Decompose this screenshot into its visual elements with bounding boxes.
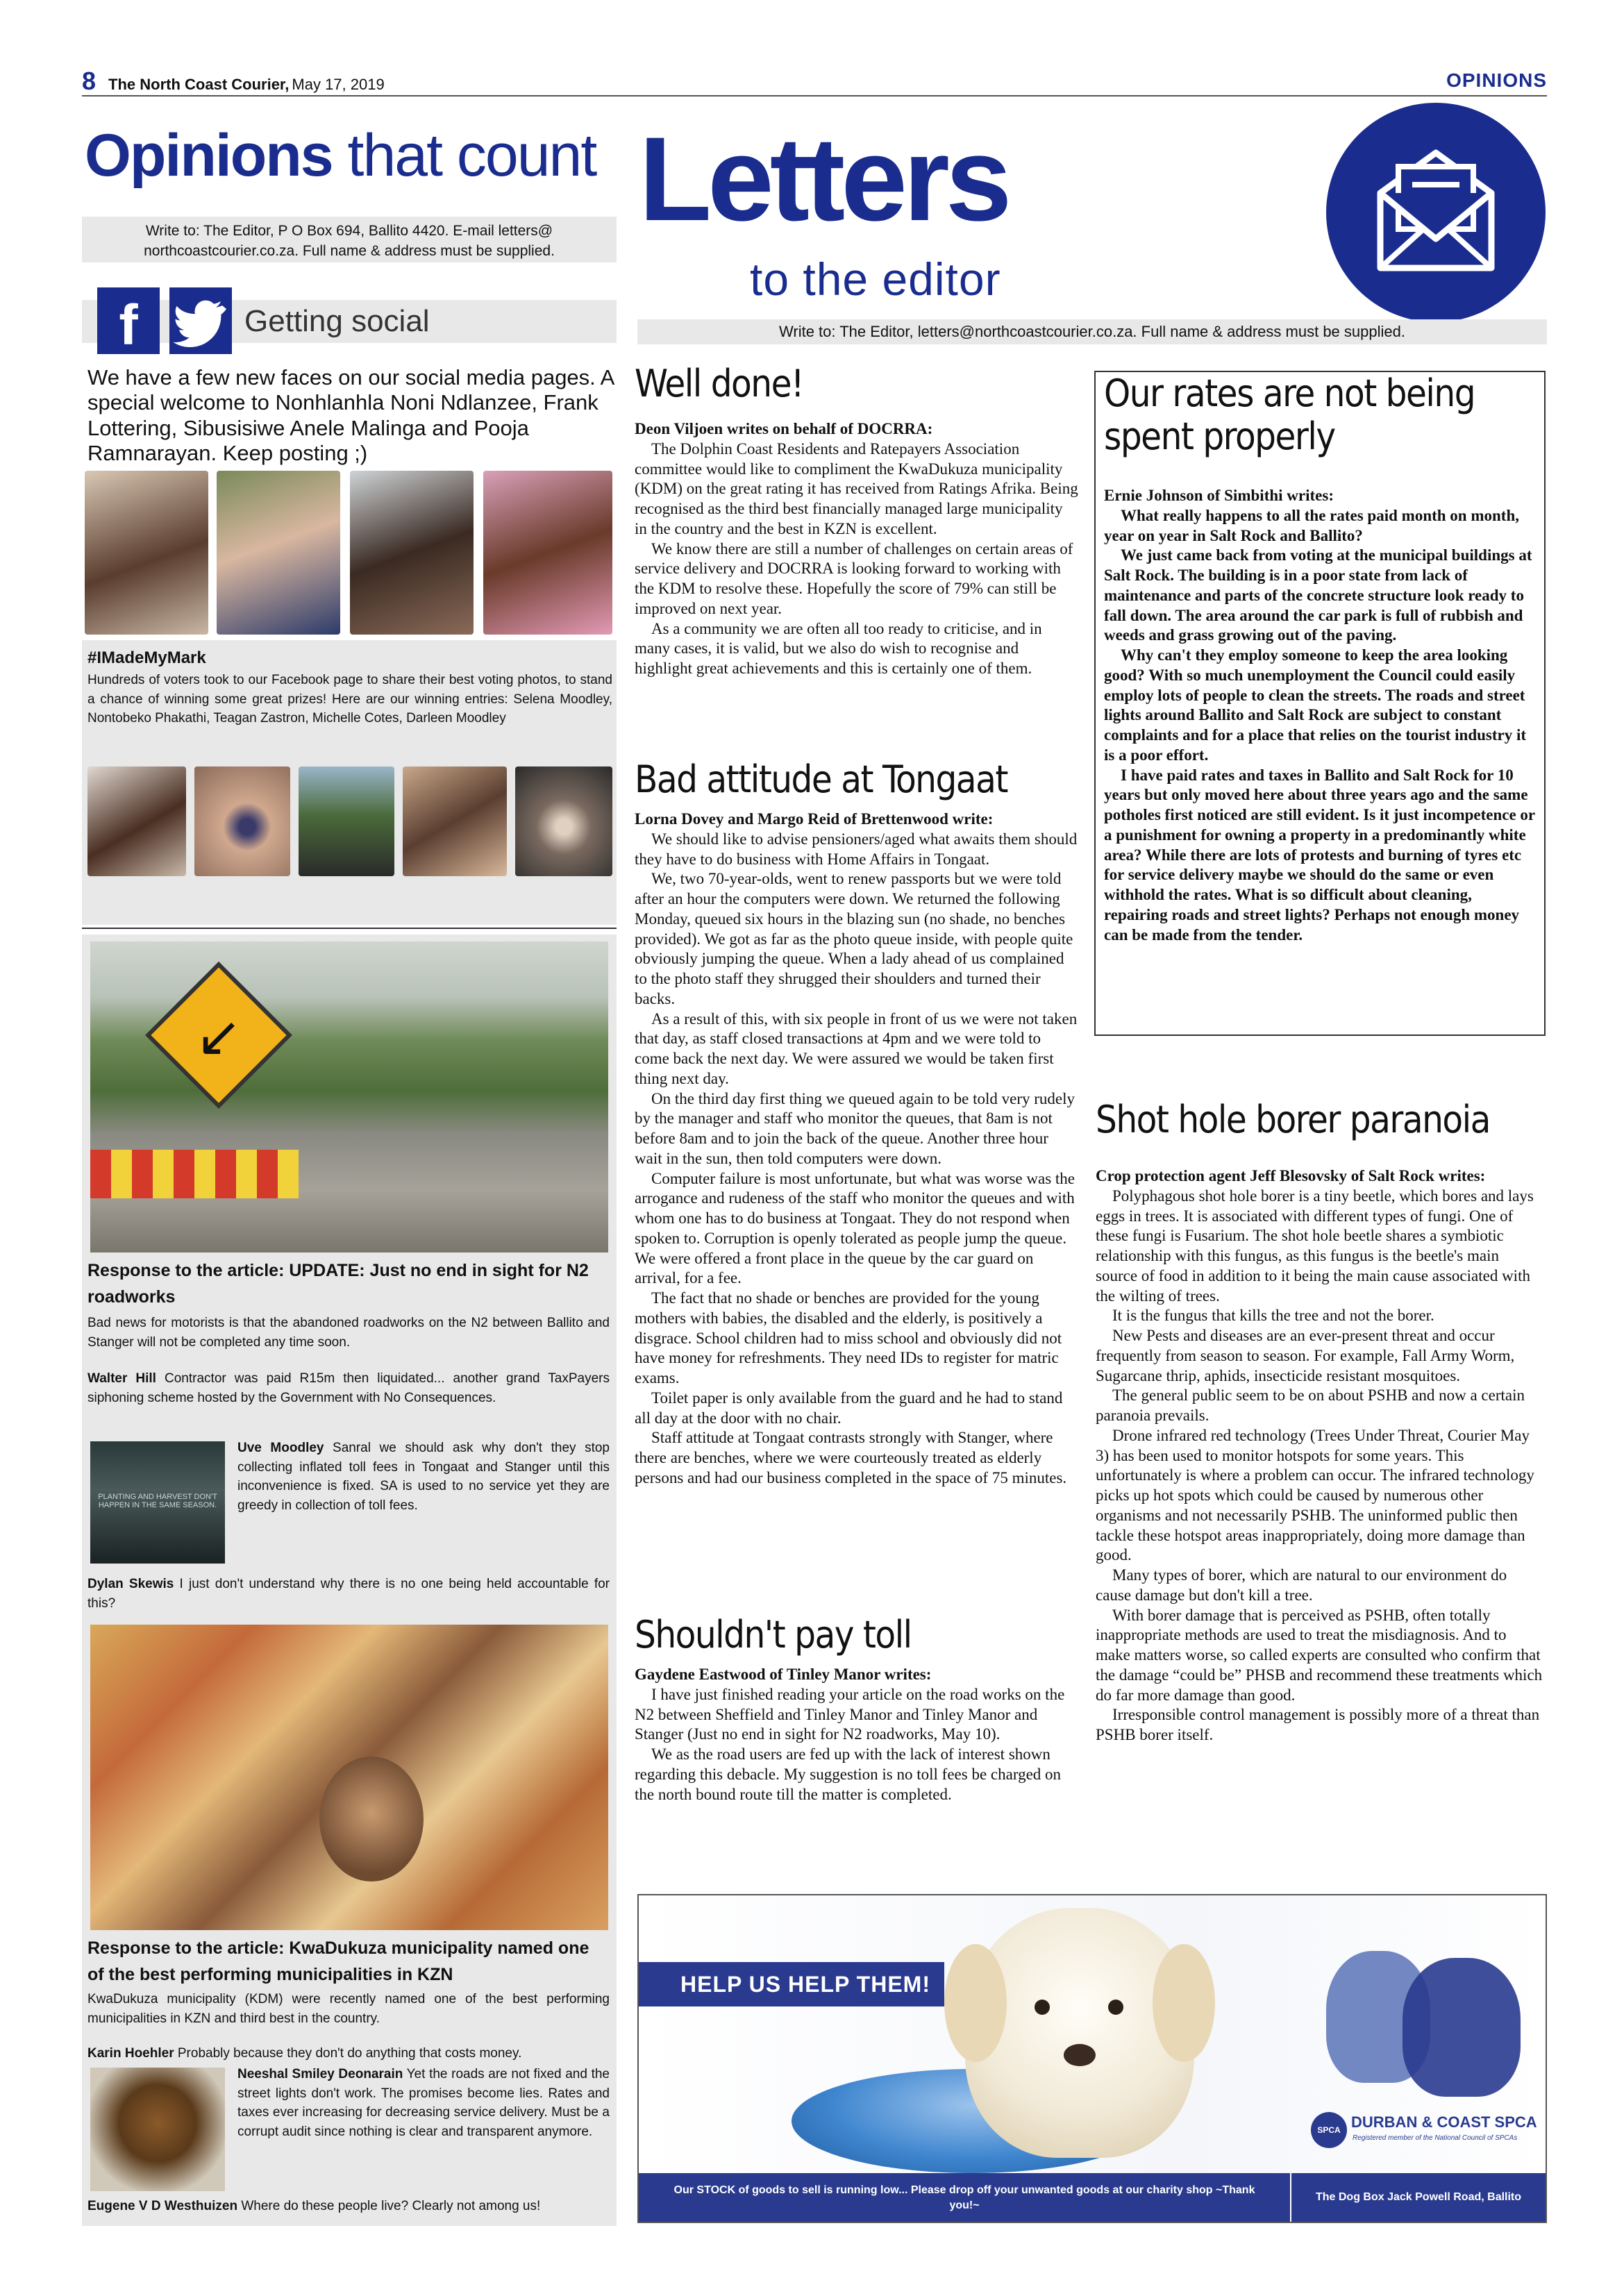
comment-text: Probably because they don't do anything that costs money.: [174, 2046, 522, 2061]
puppy-nose: [1064, 2044, 1096, 2066]
letter-shot-hole-borer: [1096, 1166, 1543, 1854]
header-rule: [82, 95, 1547, 97]
letter2-byline: Lorna Dovey and Margo Reid of Brettenwood write:: [635, 810, 994, 828]
letter-rates: [1104, 486, 1538, 1034]
banknote-portrait: [319, 1757, 424, 1882]
voting-photo: [403, 766, 507, 876]
letter2-paragraph: Staff attitude at Tongaat contrasts strongly with Stanger, where there are benches, where we were courteously treated as elderly persons and had our business completed in the space of 75 minutes.: [635, 1429, 1067, 1486]
letter1-paragraph: As a community we are often all too ready to criticise, and in many cases, it is valid, but we also do wish to recognise and highlight great achievements and this is certainly one of them.: [635, 619, 1042, 677]
letter5-paragraph: It is the fungus that kills the tree and not the borer.: [1112, 1307, 1434, 1325]
letters-subtitle: to the editor: [750, 253, 1001, 305]
comment-uve-moodley: [237, 1439, 610, 1564]
opinions-write-to: Write to: The Editor, P O Box 694, Ballito 4420. E-mail letters@ northcoastcourier.co.za. Full name & address must be supplied.: [82, 217, 617, 262]
letter5-byline: Crop protection agent Jeff Blesovsky of Salt Rock writes:: [1096, 1167, 1486, 1184]
letter4-paragraph: We just came back from voting at the municipal buildings at Salt Rock. The building is in a poor state from lack of maintenance and parts of the concrete structure look ready to fall down. The area around the car park is full of rubbish and weeds and grass growing out of the paving.: [1104, 546, 1532, 644]
voting-photo: [87, 766, 186, 876]
commenter-name: Eugene V D Westhuizen: [87, 2199, 238, 2213]
letter2-paragraph: Toilet paper is only available from the guard and he had to stand all day at the door with no chair.: [635, 1389, 1063, 1427]
letter2-paragraph: On the third day first thing we queued again to be told very rudely by the manager and staff who monitor the queues, that 8am is not before 8am and to join the back of the queue. Another three hour wait in the sun, then told computers were down.: [635, 1089, 1075, 1167]
facebook-icon[interactable]: f: [97, 287, 160, 354]
letter1-paragraph: The Dolphin Coast Residents and Ratepayers Association committee would like to compliment the KwaDukuza municipality (KDM) on the great rating it has received from Ratings Afrika. Being recognised as the third best financially managed large municipality in the country and the best in KZN is excellent.: [635, 439, 1078, 537]
letter1-paragraph: We know there are still a number of challenges on certain areas of service delivery and DOCRRA is looking forward to working with the KDM to resolve these. Hopefully the score of 79% can still be improved on next year.: [635, 539, 1073, 617]
letter3-paragraph: I have just finished reading your article on the road works on the N2 between Sheffield and Tinley Manor and Tinley Manor and Stanger (Just no end in sight for N2 roadworks, May 10).: [635, 1685, 1065, 1743]
comment-karin-hoehler: [87, 2044, 610, 2065]
letter5-paragraph: With borer damage that is perceived as PSHB, often totally inappropriate methods are used to treat the misdiagnosis. And to make matters worse, so called experts are consulted who confirm that the damage “could be” PHSB and recommend these treatments which do far more damage than good.: [1096, 1606, 1543, 1704]
social-title: Getting social: [244, 304, 430, 338]
letter5-paragraph: Many types of borer, which are natural to our environment do cause damage but don't kill a tree.: [1096, 1566, 1507, 1604]
profile-photo: [85, 471, 208, 635]
ad-footer: Our STOCK of goods to sell is running low... Please drop off your unwanted goods at our charity shop ~Thank you!~: [639, 2173, 1290, 2222]
letter-shouldnt-pay-toll: [635, 1665, 1079, 1852]
letter4-paragraph: Why can't they employ someone to keep the area looking good? With so much unemployment the Council could easily employ lots of people to clean the streets. The roads and street lights around Ballito and Salt Rock are subject to constant complaints and for a place that relies on the tourist industry it is a poor effort.: [1104, 646, 1527, 764]
commenter-name: Walter Hill: [87, 1371, 156, 1386]
spca-advert[interactable]: [637, 1894, 1547, 2223]
avatar: [90, 1441, 225, 1564]
dog-illustration: [1403, 1958, 1521, 2097]
letters-title: Letters: [639, 112, 1008, 246]
voting-photo: [299, 766, 394, 876]
comment-neeshal-deonarain: [237, 2065, 610, 2173]
profile-photo: [217, 471, 340, 635]
letters-write-to: Write to: The Editor, letters@northcoastcourier.co.za. Full name & address must be supplied.: [637, 319, 1547, 344]
imademymark-title: #IMadeMyMark: [87, 648, 206, 667]
letter1-headline: Well done!: [635, 362, 803, 405]
profile-photo: [483, 471, 612, 635]
puppy-eye: [1035, 2000, 1050, 2015]
voting-photo: [194, 766, 290, 876]
avatar: [90, 2068, 225, 2191]
comment-text: Contractor was paid R15m then liquidated... another grand TaxPayers siphoning scheme hosted by the Government with No Consequences.: [87, 1371, 610, 1405]
letter2-paragraph: As a result of this, with six people in front of us we were not taken that day, as staff closed transactions at 4pm and we were told to come back the next day. We were assured we would be taken first thing next day.: [635, 1009, 1078, 1087]
avatar-text: PLANTING AND HARVEST DON'T HAPPEN IN THE SAME SEASON.: [98, 1493, 217, 1509]
voting-photos-row: [87, 766, 612, 876]
letter2-paragraph: The fact that no shade or benches are provided for the young mothers with babies, the disabled and the elderly, is positively a disgrace. School children had to miss school and obviously did not have money for refreshments. They need IDs to register for matric exams.: [635, 1289, 1062, 1386]
comment-text: Sanral we should ask why don't they stop collecting inflated toll fees in Tongaat and Stanger until this inconvenience is fixed. SA is used to no service yet they are greedy in collection of toll fees.: [237, 1441, 610, 1513]
comment-dylan-skewis: [87, 1575, 610, 1615]
comment-eugene-westhuizen: [87, 2197, 610, 2219]
issue-date: May 17, 2019: [292, 76, 385, 93]
puppy-ear: [944, 1944, 1007, 2062]
social-intro: We have a few new faces on our social media pages. A special welcome to Nonhlanhla Noni Ndlanzee, Frank Lottering, Sibusisiwe Anele Malinga and Pooja Ramnarayan. Keep posting ;): [87, 365, 614, 465]
commenter-name: Neeshal Smiley Deonarain: [237, 2067, 403, 2081]
opinions-title-light: that count: [347, 122, 596, 189]
letter2-paragraph: We, two 70-year-olds, went to renew passports but we were told after an hour the computers were down. We returned the following Monday, queued six hours in the blazing sun (no shade, no benches provided). We got as far as the photo queue inside, with people quite obviously jumping the queue. When a lady ahead of us complained to the photo staff they shrugged their shoulders and turned their backs.: [635, 870, 1073, 1007]
spca-badge-icon: SPCA: [1311, 2112, 1347, 2148]
road-barrier: [90, 1150, 299, 1198]
letter5-paragraph: Polyphagous shot hole borer is a tiny beetle, which bores and lays eggs in trees. It is associated with different types of fungi. One of these fungi is Fusarium. The shot hole beetle shares a symbiotic relationship with this fungus, as this fungus is the beetle's main source of food in addition to it being the main cause associated with the wilting of trees.: [1096, 1187, 1534, 1305]
letter5-paragraph: Drone infrared red technology (Trees Under Threat, Courier May 3) has been used to monitor hotspots for some years. This unfortunately is where a problem can occur. The infrared technology picks up hot spots which could be caused by numerous other organisms and not necessarily PSHB. The uninformed public then tackle these hotspot areas inappropriately, doing more damage than good.: [1096, 1426, 1534, 1564]
letter-well-done: [635, 419, 1079, 739]
response2-text: KwaDukuza municipality (KDM) were recently named one of the best performing municipalities in KZN and third best in the country.: [87, 1992, 610, 2026]
commenter-name: Karin Hoehler: [87, 2046, 174, 2061]
opinions-title-bold: Opinions: [85, 122, 333, 189]
banknotes-photo: [90, 1625, 608, 1930]
spca-org-sub: Registered member of the National Council of SPCAs: [1353, 2134, 1518, 2142]
arrow-icon: ↙: [195, 1004, 242, 1069]
ad-address: The Dog Box Jack Powell Road, Ballito: [1291, 2173, 1546, 2222]
roadworks-photo: [90, 941, 608, 1252]
opinions-title: [85, 121, 612, 198]
spca-org-name: DURBAN & COAST SPCA: [1351, 2113, 1537, 2131]
ad-headline: HELP US HELP THEM!: [639, 1962, 944, 2006]
letter5-paragraph: The general public seem to be on about PSHB and now a certain paranoia prevails.: [1096, 1386, 1525, 1424]
comment-text: I just don't understand why there is no one being held accountable for this?: [87, 1577, 610, 1611]
letter5-paragraph: Irresponsible control management is possibly more of a threat than PSHB borer itself.: [1096, 1706, 1540, 1743]
imademymark-text: Hundreds of voters took to our Facebook page to share their best voting photos, to stand a chance of winning some great prizes! Here are our winning entries: Selena Moodley, Nontobeko Phakathi, Teagan Zastron, Michelle Cotes, Darleen Moodley: [87, 673, 612, 726]
letter5-paragraph: New Pests and diseases are an ever-present threat and occur frequently from season to season. For example, Fall Army Worm, Sugarcane thrip, aphids, insecticide resistant mosquitoes.: [1096, 1327, 1515, 1384]
twitter-icon[interactable]: [169, 287, 232, 354]
envelope-icon: [1326, 103, 1546, 322]
new-faces-row: [82, 471, 617, 639]
letter4-paragraph: What really happens to all the rates paid month on month, year on year in Salt Rock and Ballito?: [1104, 506, 1520, 544]
puppy-ear: [1153, 1944, 1215, 2062]
puppy-eye: [1108, 2000, 1123, 2015]
commenter-name: Uve Moodley: [237, 1441, 324, 1455]
page-number: 8: [82, 67, 97, 95]
letter4-byline: Ernie Johnson of Simbithi writes:: [1104, 487, 1334, 504]
letter4-headline: Our rates are not being spent properly: [1104, 371, 1475, 459]
letter3-byline: Gaydene Eastwood of Tinley Manor writes:: [635, 1666, 932, 1683]
response2-title: Response to the article: KwaDukuza municipality named one of the best performing municipalities in KZN: [87, 1938, 589, 1984]
letter3-headline: Shouldn't pay toll: [635, 1613, 912, 1657]
profile-photo: [350, 471, 474, 635]
comment-text: Where do these people live? Clearly not among us!: [237, 2199, 541, 2213]
section-label: OPINIONS: [1446, 69, 1547, 91]
letter4-paragraph: I have paid rates and taxes in Ballito and Salt Rock for 10 years but only moved here about three years ago and the same potholes first noticed are still evident. Is it just incompetence or a punishment for owning a property in a predominantly white area? While there are lots of protests and burning of tyres etc for service delivery maybe we should do the same or even withhold the rates. What is so difficult about cleaning, repairing roads and street lights? Perhaps not enough money can be made from the tender.: [1104, 766, 1535, 944]
letter3-paragraph: We as the road users are fed up with the lack of interest shown regarding this debacle. My suggestion is no toll fees be charged on the north bound route till the matter is completed.: [635, 1745, 1062, 1803]
page-header: [82, 67, 1547, 94]
letter5-headline: Shot hole borer paranoia: [1096, 1098, 1490, 1141]
paper-name: The North Coast Courier,: [108, 76, 290, 93]
divider: [82, 928, 617, 929]
letter2-paragraph: We should like to advise pensioners/aged what awaits them should they have to do business with Home Affairs in Tongaat.: [635, 830, 1078, 868]
letter2-headline: Bad attitude at Tongaat: [635, 757, 1007, 801]
comment-walter-hill: [87, 1369, 610, 1429]
response1-text: Bad news for motorists is that the abandoned roadworks on the N2 between Ballito and Stanger will not be completed any time soon.: [87, 1316, 610, 1350]
commenter-name: Dylan Skewis: [87, 1577, 174, 1591]
letter-bad-attitude: [635, 810, 1079, 1608]
response1-title: Response to the article: UPDATE: Just no end in sight for N2 roadworks: [87, 1261, 589, 1307]
letter1-byline: Deon Viljoen writes on behalf of DOCRRA:: [635, 420, 933, 437]
comment-text: Yet the roads are not fixed and the street lights don't work. The promises become lies. Rates and taxes ever increasing for decreasing service delivery. Must be a corrupt audit since nothing is clear and transparent anymore.: [237, 2067, 610, 2139]
voting-photo: [515, 766, 612, 876]
letter2-paragraph: Computer failure is most unfortunate, but what was worse was the arrogance and rudeness of the staff who monitor the queues and with whom one has to do business at Tongaat. They do not respond when spoken to. Corruption is openly tolerated as people jump the queue. We were offered a front place in the queue by the car guard on arrival, for a fee.: [635, 1169, 1075, 1287]
